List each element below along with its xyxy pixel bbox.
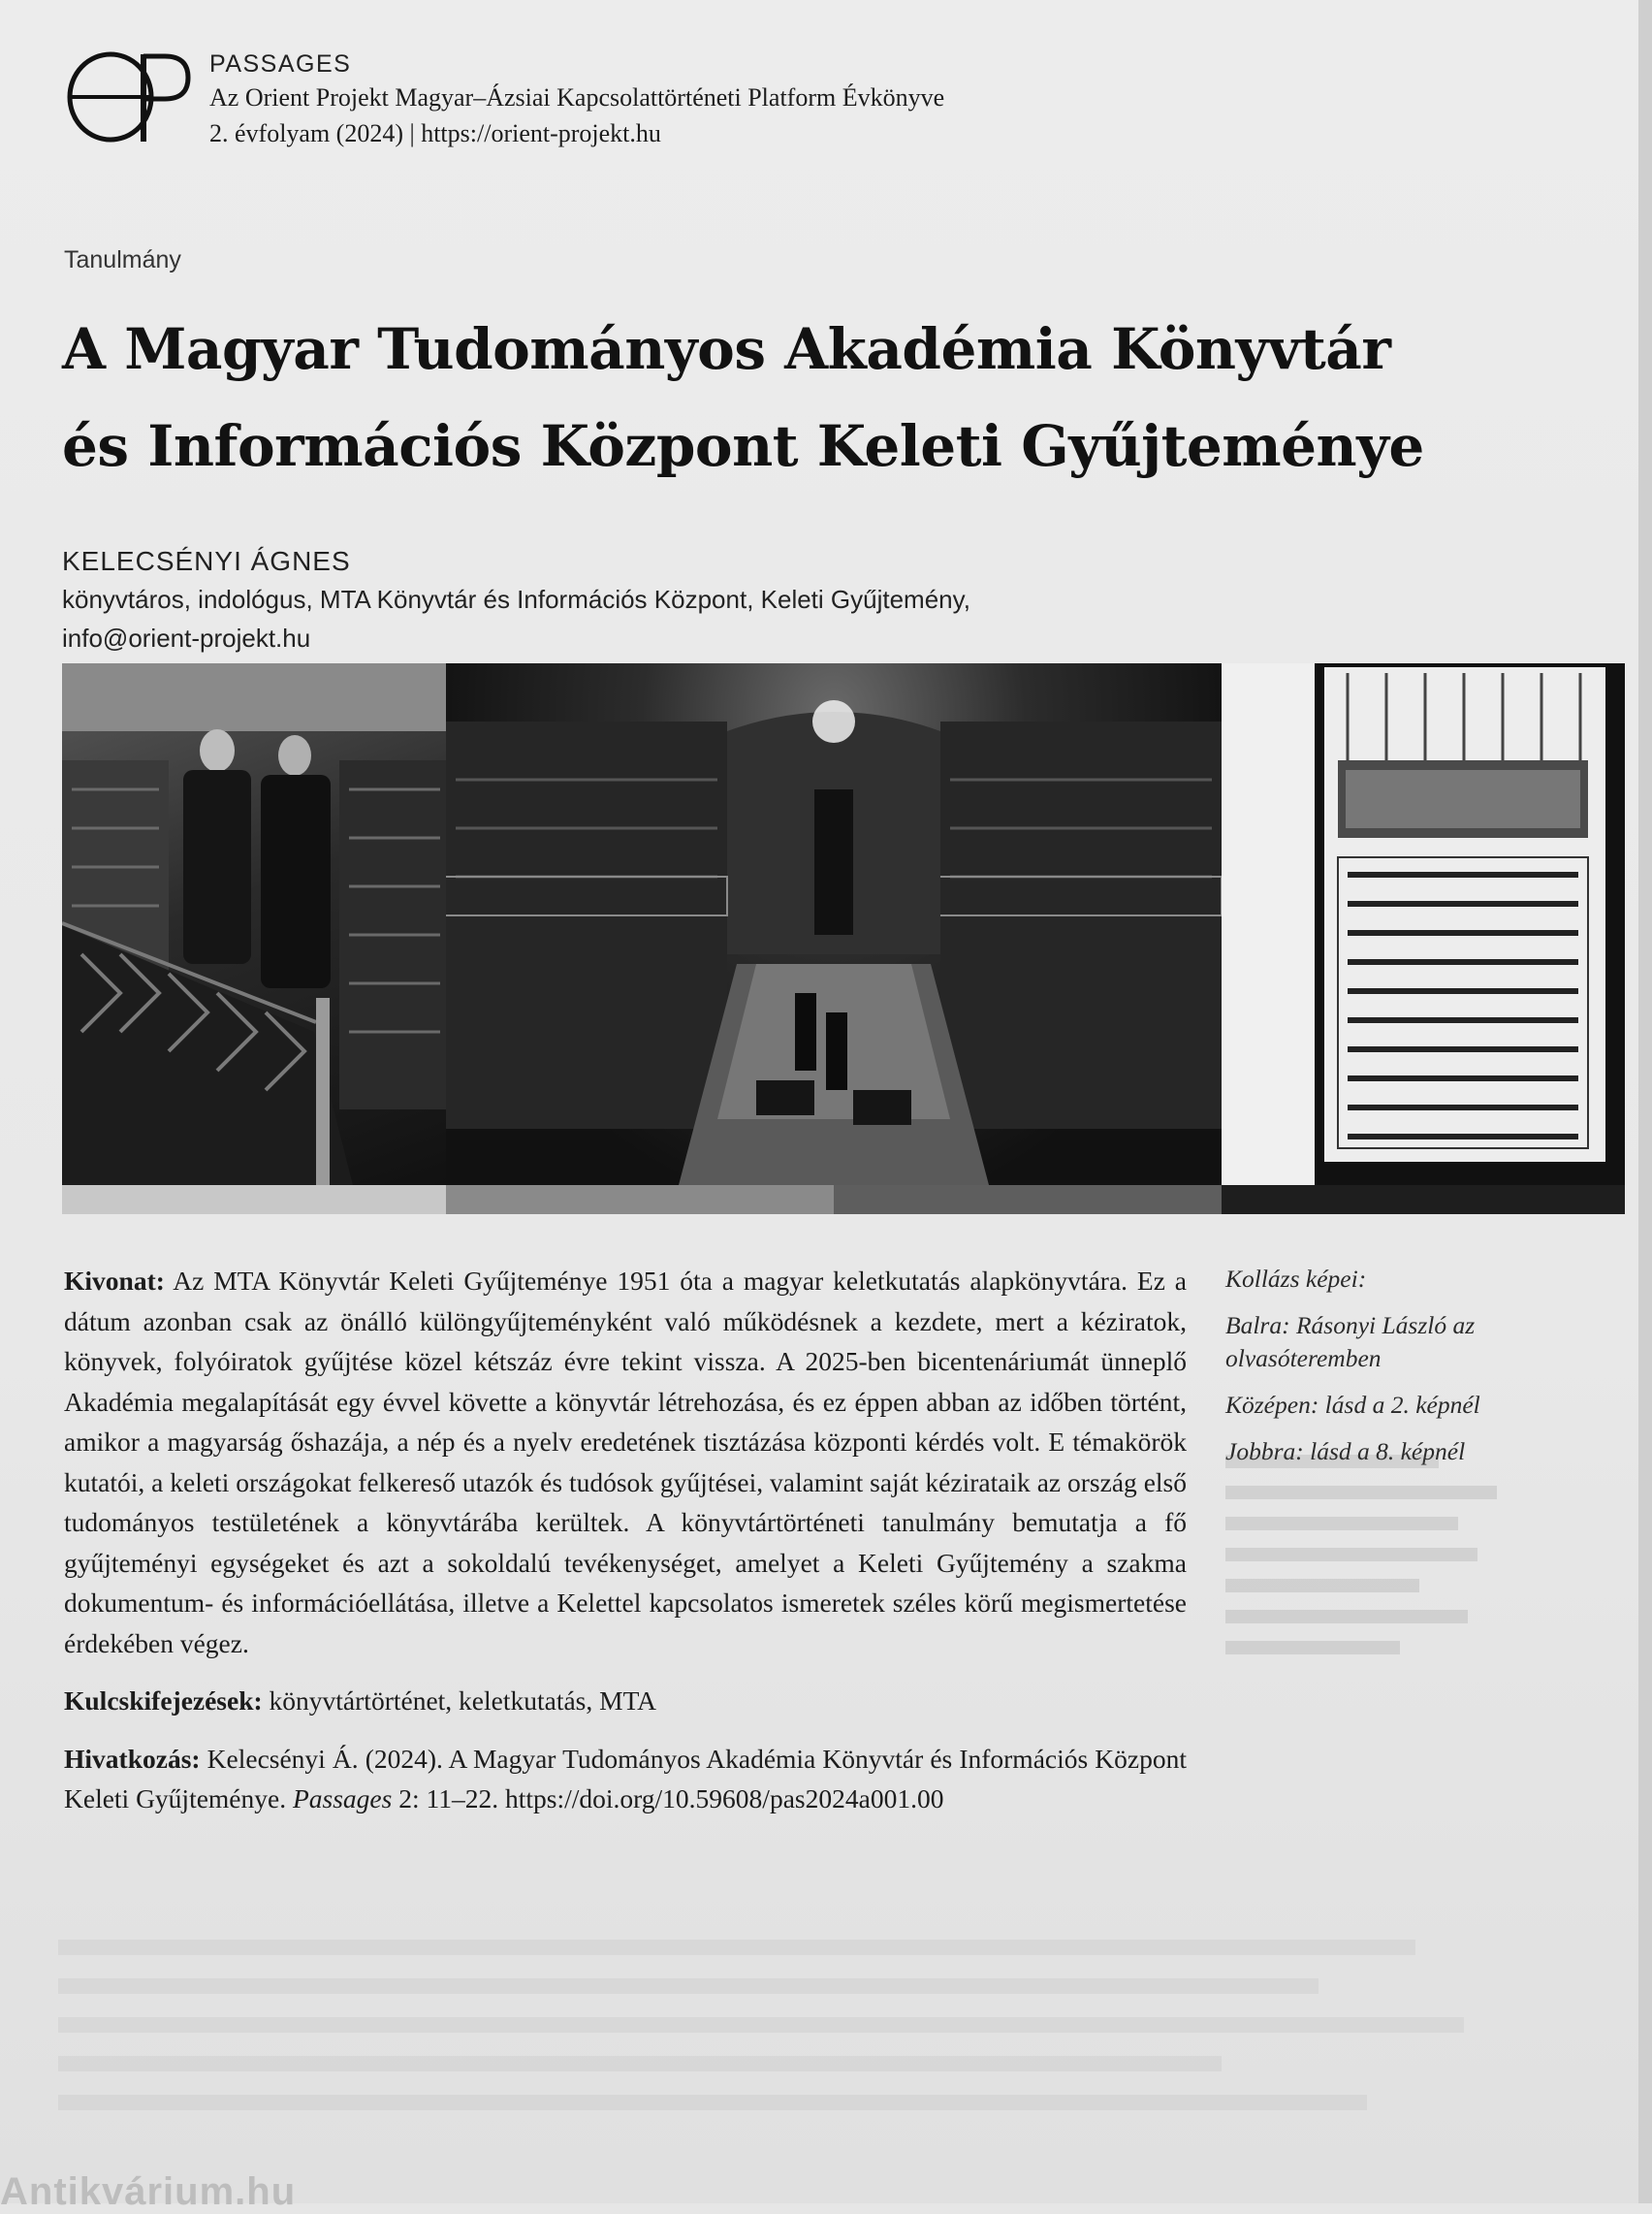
citation-label: Hivatkozás: bbox=[64, 1743, 201, 1774]
caption-middle: Középen: lásd a 2. képnél bbox=[1225, 1391, 1480, 1419]
author-affiliation: könyvtáros, indológus, MTA Könyvtár és Információs Központ, Keleti Gyűjtemény, bbox=[62, 585, 970, 614]
show-through-bottom bbox=[58, 1940, 1512, 2182]
watermark: Antikvárium.hu bbox=[0, 2170, 297, 2213]
journal-volume: 2. évfolyam (2024) | https://orient-projekt.hu bbox=[209, 119, 661, 147]
passages-logo bbox=[64, 50, 194, 144]
band-mid-right bbox=[834, 1185, 1222, 1214]
author-block bbox=[62, 543, 970, 658]
color-bands bbox=[62, 1185, 1625, 1214]
caption-heading: Kollázs képei: bbox=[1225, 1265, 1367, 1293]
abstract-paragraph bbox=[64, 1261, 1187, 1663]
citation-paragraph bbox=[64, 1739, 1187, 1819]
caption-left: Balra: Rásonyi László az olvasóteremben bbox=[1225, 1311, 1476, 1372]
band-left bbox=[62, 1185, 446, 1214]
photo-reading-room-table bbox=[446, 663, 1222, 1185]
title-line-2: és Információs Központ Keleti Gyűjteménye bbox=[62, 413, 1424, 479]
photo-manuscript-page bbox=[1222, 663, 1625, 1185]
citation-journal: Passages bbox=[292, 1783, 393, 1813]
abstract-block bbox=[64, 1261, 1187, 1837]
band-mid-left bbox=[446, 1185, 834, 1214]
photo-reading-room-staircase bbox=[62, 663, 446, 1185]
abstract-label: Kivonat: bbox=[64, 1266, 165, 1296]
band-right bbox=[1222, 1185, 1625, 1214]
journal-name: PASSAGES bbox=[209, 50, 352, 78]
citation-text: Kelecsényi Á. (2024). A Magyar Tudományos Akadémia Könyvtár és Információs Központ Keleti Gyűjteménye. bbox=[64, 1743, 1187, 1813]
collage-captions bbox=[1225, 1263, 1574, 1482]
journal-subtitle: Az Orient Projekt Magyar–Ázsiai Kapcsolattörténeti Platform Évkönyve bbox=[209, 83, 945, 112]
citation-pages-doi: 2: 11–22. https://doi.org/10.59608/pas2024a001.00 bbox=[398, 1783, 944, 1813]
abstract-text: Az MTA Könyvtár Keleti Gyűjteménye 1951 óta a magyar keletkutatás alapkönyvtára. Ez a dátum azonban csak az önálló különgyűjteményként való működésnek a kezdete, mert a kéziratok, könyvek, folyóiratok gyűjtése közel kétszáz évre tekint vissza. A 2025-ben bicentenáriumát ünneplő Akadémia megalapítását egy évvel követte a könyvtár létrehozása, és ez éppen abban az időben történt, amikor a magyarság őshazája, a nép és a nyelv eredetének tisztázása központi kérdés volt. E témakörök kutatói, a keleti országokat felkereső utazók és tudósok gyűjtései, valamint saját kézirataik az ország első tudományos testületének a könyvtárába kerültek. A könyvtártörténeti tanulmány bemutatja a fő gyűjteményi egységeket és azt a sokoldalú tevékenységet, amelyet a Keleti Gyűjtemény a szakma dokumentum- és információellátása, illetve a Kelettel kapcsolatos ismeretek széles körű megismertetése érdekében végez. bbox=[64, 1266, 1187, 1658]
show-through-text bbox=[1225, 1455, 1516, 1678]
keywords-label: Kulcskifejezések: bbox=[64, 1685, 263, 1716]
article-title bbox=[62, 301, 1574, 495]
author-email: info@orient-projekt.hu bbox=[62, 624, 311, 653]
keywords-text: könyvtártörténet, keletkutatás, MTA bbox=[269, 1685, 657, 1716]
author-name: KELECSÉNYI ÁGNES bbox=[62, 546, 351, 576]
title-line-1: A Magyar Tudományos Akadémia Könyvtár bbox=[62, 316, 1391, 382]
keywords-paragraph bbox=[64, 1681, 1187, 1721]
journal-header bbox=[209, 48, 944, 151]
caption-right: Jobbra: lásd a 8. képnél bbox=[1225, 1437, 1466, 1465]
page-edge bbox=[1638, 0, 1652, 2203]
photo-collage bbox=[62, 663, 1625, 1214]
section-label: Tanulmány bbox=[64, 246, 181, 273]
